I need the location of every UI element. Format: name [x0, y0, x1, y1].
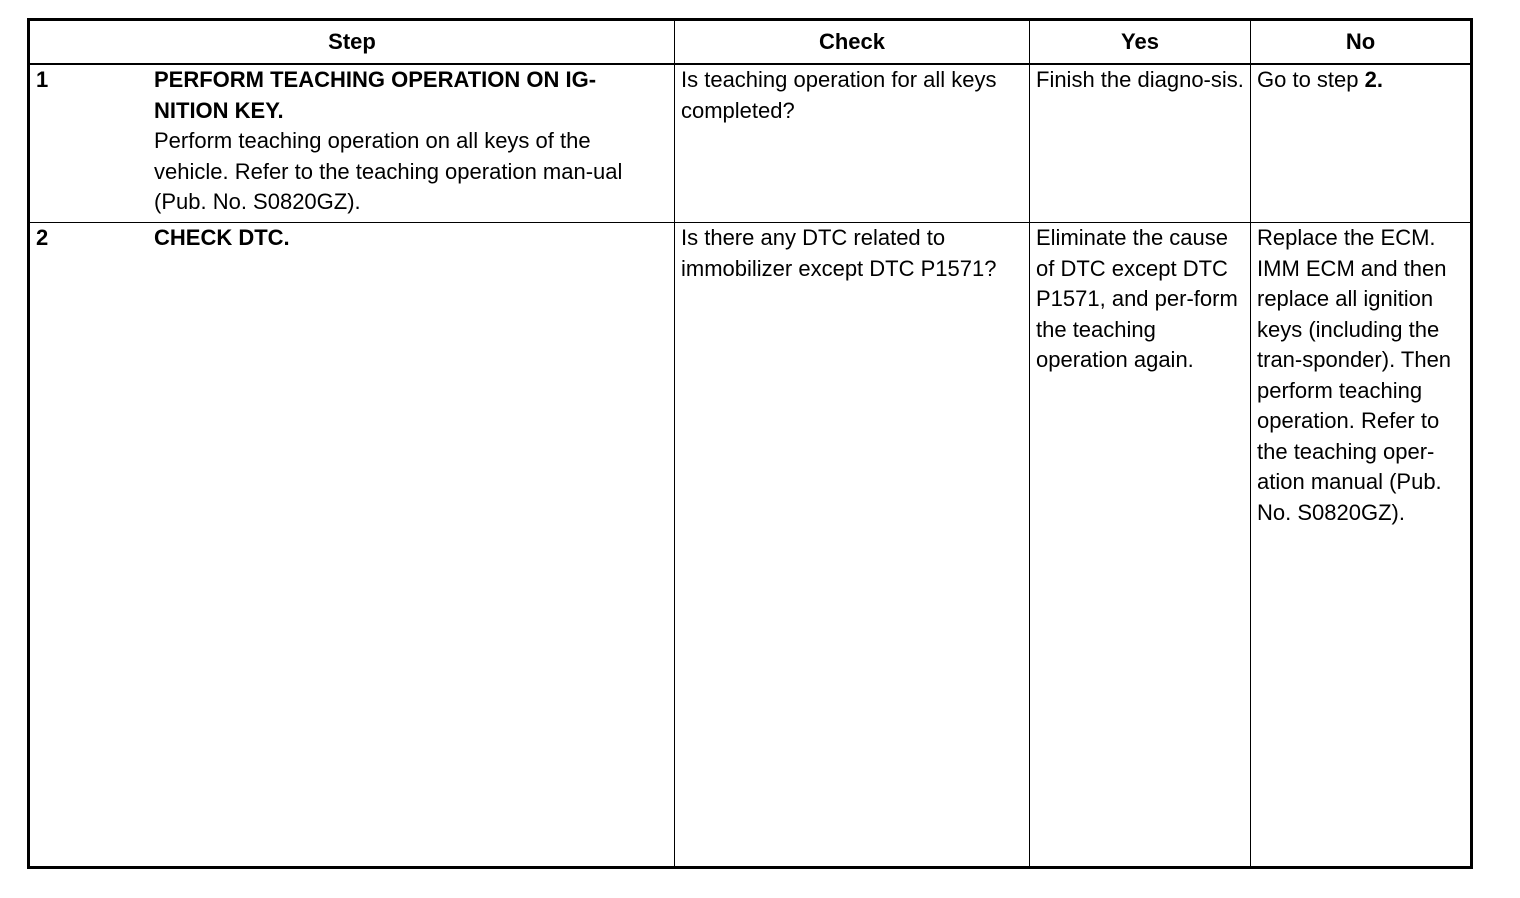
- yes-cell: Finish the diagno-sis.: [1030, 64, 1251, 223]
- check-cell: Is teaching operation for all keys completed?: [675, 64, 1030, 223]
- header-check: Check: [675, 20, 1030, 65]
- no-cell: [1251, 223, 1472, 868]
- no-step-ref: 2.: [1364, 67, 1383, 92]
- header-row: [29, 20, 1472, 65]
- step-cell: [29, 223, 675, 868]
- table-row: [29, 223, 1472, 868]
- header-no: No: [1251, 20, 1472, 65]
- step-number: 2: [36, 225, 49, 250]
- header-step: Step: [29, 20, 675, 65]
- header-yes: Yes: [1030, 20, 1251, 65]
- step-title: PERFORM TEACHING OPERATION ON IG-NITION KEY.: [154, 67, 597, 123]
- table-row: [29, 64, 1472, 223]
- diagnostic-table: [27, 18, 1473, 869]
- step-description: Perform teaching operation on all keys of the vehicle. Refer to the teaching operation man-ual (Pub. No. S0820GZ).: [154, 128, 623, 214]
- no-text: Replace the ECM. IMM ECM and then replace all ignition keys (including the tran-sponder). Then perform teaching operation. Refer to the teaching oper-ation manual (Pub. No. S0820GZ).: [1257, 225, 1452, 525]
- step-title: CHECK DTC.: [154, 225, 290, 250]
- no-text: Go to step: [1257, 67, 1365, 92]
- no-cell: [1251, 64, 1472, 223]
- check-cell: Is there any DTC related to immobilizer except DTC P1571?: [675, 223, 1030, 868]
- step-cell: [29, 64, 675, 223]
- yes-cell: Eliminate the cause of DTC except DTC P1571, and per-form the teaching operation again.: [1030, 223, 1251, 868]
- step-number: 1: [36, 67, 49, 92]
